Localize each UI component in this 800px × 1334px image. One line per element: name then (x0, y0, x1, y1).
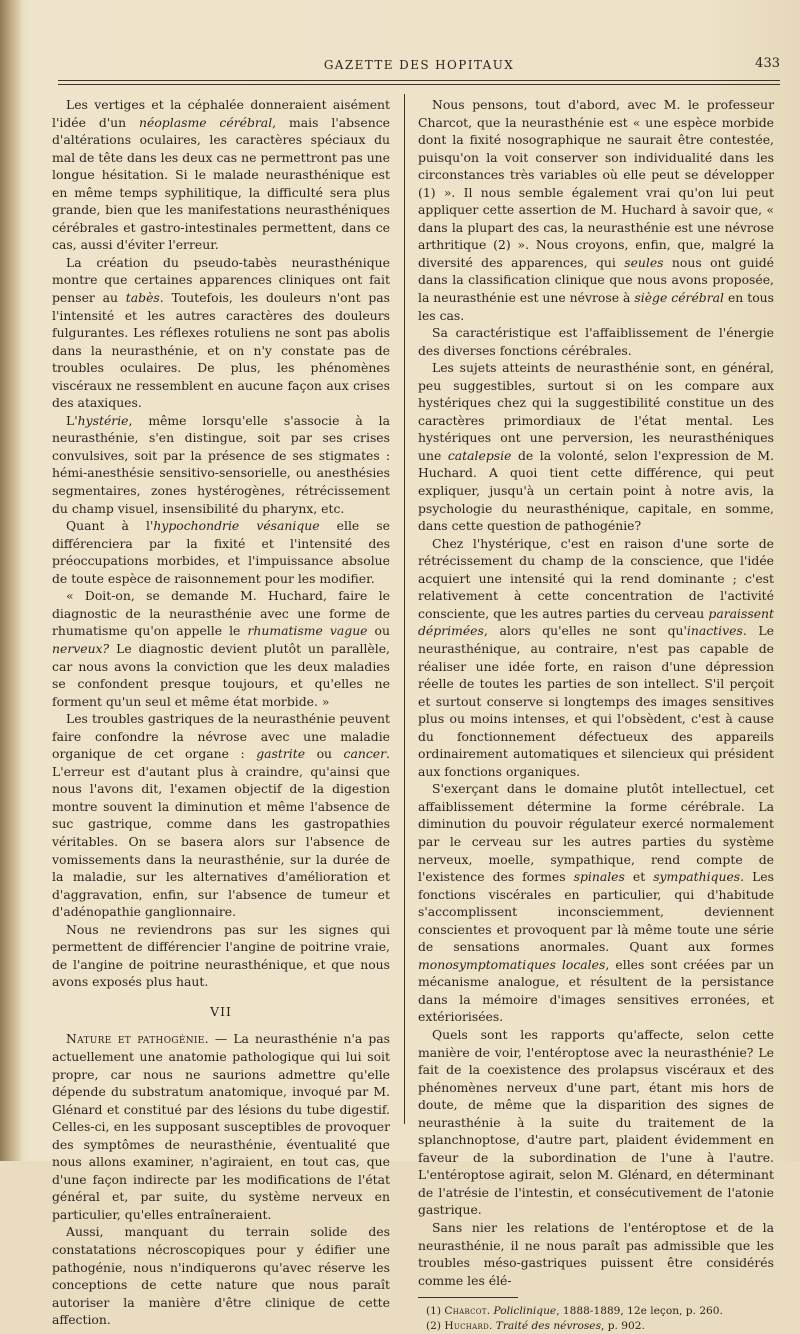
text-run: Les troubles gastriques de la neurasthénie peuvent faire confondre la névrose avec une maladie organique de cet organe : (52, 711, 390, 762)
text-run: L' (66, 412, 78, 428)
text-run: monosymptomatiques locales (418, 956, 606, 972)
text-run: . Le neurasthénique, au contraire, n'est pas capable de réaliser une idée forte, en raison d'une dépression réelle de toutes les parties de son intellect. S'il perçoit et surtout conserve si longtemps des images sensitives plus ou moins intenses, et qui l'obsèdent, c'est à cause du fonctionnement défectueux des appareils ordinairement automatiques et silencieux qui président aux fonctions organiques. (418, 623, 774, 779)
text-run: La création du pseudo-tabès neurasthénique montre que certaines apparences cliniques ont fait penser au (52, 254, 390, 306)
text-run: « Doit-on, se demande M. Huchard, faire le diagnostic de la neurasthénie avec une forme de rhumatisme qu'on appelle le (52, 588, 390, 639)
paragraph (52, 254, 390, 412)
text-run: Les sujets atteints de neurasthénie sont, en général, peu suggestibles, surtout si on les compare aux hystériques chez qui la suggestibilité constitue un des caractères primordiaux de l'état mental. Les hystériques ont une perversion, les neurasthéniques une (418, 360, 774, 463)
running-header (58, 56, 780, 78)
footnote (418, 1304, 774, 1319)
text-run: Huchard (444, 1320, 490, 1333)
text-run: siège cérébral (634, 290, 724, 306)
text-run: spinales (573, 869, 625, 885)
column-divider (404, 94, 405, 1124)
text-run: Chez l'hystérique, c'est en raison d'une sorte de rétrécissement du champ de la conscience, que l'idée acquiert une intensité qui la rend dominante ; c'est relativement à cette concentration de l'activité consciente, que les autres parties du cerveau (418, 535, 774, 621)
text-run: , elles sont créées par un mécanisme analogue, et résultent de la persistance dans la mémoire d'images sensitives erronées, et extériorisées. (418, 956, 775, 1025)
paragraph (52, 710, 390, 921)
text-run: Nous pensons, tout d'abord, avec M. le professeur Charcot, que la neurasthénie est « une espèce morbide dont la fixité nosographique ne saurait être contestée, puisqu'on la voit conserver son individualité dans les circonstances très variables où elle peut se développer (1) ». Il nous semble également vrai qu'on lui peut appliquer cette assertion de M. Huchard à savoir que, « dans la plupart des cas, la neurasthénie est une névrose arthritique (2) ». Nous croyons, enfin, que, malgré la diversité des apparences, qui (418, 97, 774, 270)
text-run: en tous les cas. (418, 290, 775, 323)
text-run: Traité des névroses (495, 1320, 602, 1333)
text-run: hypochondrie vésanique (153, 518, 320, 534)
text-run: néoplasme cérébral (139, 114, 273, 130)
paragraph (52, 412, 390, 517)
text-run: gastrite (256, 746, 306, 762)
paragraph (418, 1026, 774, 1219)
text-run: . Toutefois, les douleurs n'ont pas l'intensité et les autres caractères des douleurs fulgurantes. Les réflexes rotuliens ne sont pas abolis dans la neurasthénie, et on n'y constate pas de troubles oculaires. De plus, les phénomènes viscéraux ne ressemblent en aucune façon aux crises des ataxiques. (52, 290, 391, 411)
paragraph (52, 517, 390, 587)
text-run: , 1888-1889, 12e leçon, p. 260. (556, 1305, 723, 1318)
text-run: rhumatisme vague (247, 623, 368, 639)
text-run: ou (367, 623, 390, 639)
text-run: paraissent déprimées (418, 605, 774, 639)
footnote (418, 1319, 774, 1334)
section-heading: VII (210, 1003, 232, 1019)
right-paragraphs (418, 96, 774, 1289)
paragraph (418, 96, 774, 324)
binding-spine (0, 0, 22, 1161)
page-number: 433 (755, 56, 780, 71)
text-run: catalepsie (447, 447, 512, 463)
text-run: Charcot (444, 1305, 487, 1318)
left-column (52, 96, 390, 1329)
text-run: elle se différenciera par la fixité et l'intensité des préoccupations morbides, et l'impuissance absolue de toute espèce de raisonnement pour les modifier. (52, 518, 390, 586)
text-run: . L'erreur est d'autant plus à craindre, qu'ainsi que nous l'avons dit, l'examen objectif de la digestion montre souvent la diminution et même l'absence de suc gastrique, comme dans les gastropathies véritables. On se basera alors sur l'absence de vomissements dans la neurasthénie, sur la durée de la maladie, sur les alternatives d'amélioration et d'aggravation, enfin, sur l'absence de tumeur et d'adénopathie ganglionnaire. (52, 746, 390, 920)
text-run: Policlinique (493, 1305, 557, 1318)
text-run: nerveux? (52, 640, 110, 656)
paragraph (418, 324, 774, 359)
text-run: . (486, 1305, 494, 1318)
text-run: , p. 902. (601, 1320, 645, 1333)
text-run: inactives (686, 623, 743, 639)
paragraph (52, 921, 390, 991)
footnote-rule (418, 1297, 518, 1298)
paragraph (52, 1030, 390, 1223)
text-run: ou (305, 746, 344, 762)
text-run: tabès (125, 290, 160, 306)
text-run: , mais l'absence d'altérations oculaires, les caractères spéciaux du mal de tête dans les deux cas ne permettront pas une longue hésitation. Si le malade neurasthénique est en même temps syphilitique, la difficulté sera plus grande, bien que les manifestations neurasthéniques cérébrales et gastro-intestinales permettent, dans ce cas, aussi d'éviter l'erreur. (52, 114, 391, 253)
paragraph (52, 96, 390, 254)
paragraph (418, 359, 774, 534)
text-run: Aussi, manquant du terrain solide des constatations nécroscopiques pour y édifier une pathogénie, nous n'indiquerons qu'avec réserve les conceptions de cette nature que nous paraît autoriser la manière d'être clinique de cette affection. (52, 1224, 390, 1328)
journal-title: GAZETTE DES HOPITAUX (323, 58, 515, 72)
section-paragraphs (52, 1030, 390, 1328)
header-rule-thin (58, 84, 780, 85)
left-paragraphs (52, 96, 390, 991)
text-run: sympathiques (653, 869, 741, 885)
text-run: (1) (426, 1305, 445, 1318)
text-run: Nous ne reviendrons pas sur les signes qui permettent de différencier l'angine de poitrine vraie, de l'angine de poitrine neurasthénique, et que nous avons exposés plus haut. (52, 921, 390, 990)
paragraph (52, 1223, 390, 1328)
text-run: , même lorsqu'elle s'associe à la neurasthénie, s'en distingue, soit par ses crises convulsives, soit par la présence de ses stigmates : hémi-anesthésie sensitivo-sensorielle, ou anesthésies segmentaires, zones hystérogènes, rétrécissement du champ visuel, insensibilité du pharynx, etc. (52, 412, 390, 516)
text-run: S'exerçant dans le domaine plutôt intellectuel, cet affaiblissement détermine la forme cérébrale. La diminution du pouvoir régulateur exercé normalement par le cerveau sur les autres parties du système nerveux, moelle, sympathique, rend compte de l'existence des formes (418, 781, 774, 885)
header-rule (58, 80, 780, 81)
right-column (418, 96, 774, 1334)
text-run: . Les fonctions viscérales en particulier, qui d'habitude s'accomplissent inconsciemment, deviennent conscientes et provoquent par là même toute une série de sensations anormales. Quant aux formes (418, 869, 774, 955)
text-run: Le diagnostic devient plutôt un parallèle, car nous avons la conviction que les deux maladies se confondent presque toujours, et qu'elles ne forment qu'un seul et même état morbide. » (52, 640, 390, 709)
text-run: nous ont guidé dans la classification clinique que nous avons proposée, la neurasthénie est une névrose à (418, 254, 774, 306)
text-run: seules (624, 254, 664, 270)
footnotes (418, 1304, 774, 1334)
text-run: cancer (343, 746, 387, 762)
text-run: . (489, 1320, 496, 1333)
paragraph (418, 535, 774, 781)
text-run: Les vertiges et la céphalée donneraient aisément l'idée d'un (52, 97, 390, 130)
paragraph (418, 1219, 774, 1289)
text-run: (2) (426, 1320, 445, 1333)
text-run: Quant à l' (66, 518, 154, 534)
text-run: Nature et pathogénie. (66, 1031, 209, 1047)
paragraph (52, 587, 390, 710)
text-run: — La neurasthénie n'a pas actuellement une anatomie pathologique qui lui soit propre, car nous ne saurions admettre qu'elle dépende du substratum anatomique, invoqué par M. Glénard et constitué par des lésions du tube digestif. Celles-ci, en les supposant susceptibles de provoquer des symptômes de neurasthénie, éventualité que nous allons examiner, n'agiraient, en tout cas, que d'une façon indirecte par les modifications de l'état général et, par suite, du système nerveux en particulier, qu'elles entraîneraient. (52, 1031, 390, 1222)
text-run: hystérie (77, 412, 129, 428)
paragraph (418, 780, 774, 1026)
text-run: Quels sont les rapports qu'affecte, selon cette manière de voir, l'entéroptose avec la neurasthénie? Le fait de la coexistence des prolapsus viscéraux et des phénomènes nerveux d'une part, étant mis hors de doute, de même que la disparition des signes de neurasthénie à la suite du traitement de la splanchnoptose, d'autre part, plaident évidemment en faveur de la subordination de l'une à l'autre. L'entéroptose agirait, selon M. Glénard, en déterminant de l'atrésie de l'intestin, et consécutivement de l'atonie gastrique. (418, 1026, 774, 1218)
text-run: , alors qu'elles ne sont qu' (483, 623, 687, 639)
text-run: et (624, 869, 654, 885)
text-run: de la volonté, selon l'expression de M. Huchard. A quoi tient cette différence, qui peut expliquer, jusqu'à un certain point à notre avis, la psychologie du neurasthénique, capitale, en somme, dans cette question de pathogénie? (418, 447, 775, 534)
text-run: Sa caractéristique est l'affaiblissement de l'énergie des diverses fonctions cérébrales. (418, 325, 774, 358)
text-run: Sans nier les relations de l'entéroptose et de la neurasthénie, il ne nous paraît pas admissible que les troubles méso-gastriques puissent être considérés comme les élé- (418, 1220, 774, 1288)
